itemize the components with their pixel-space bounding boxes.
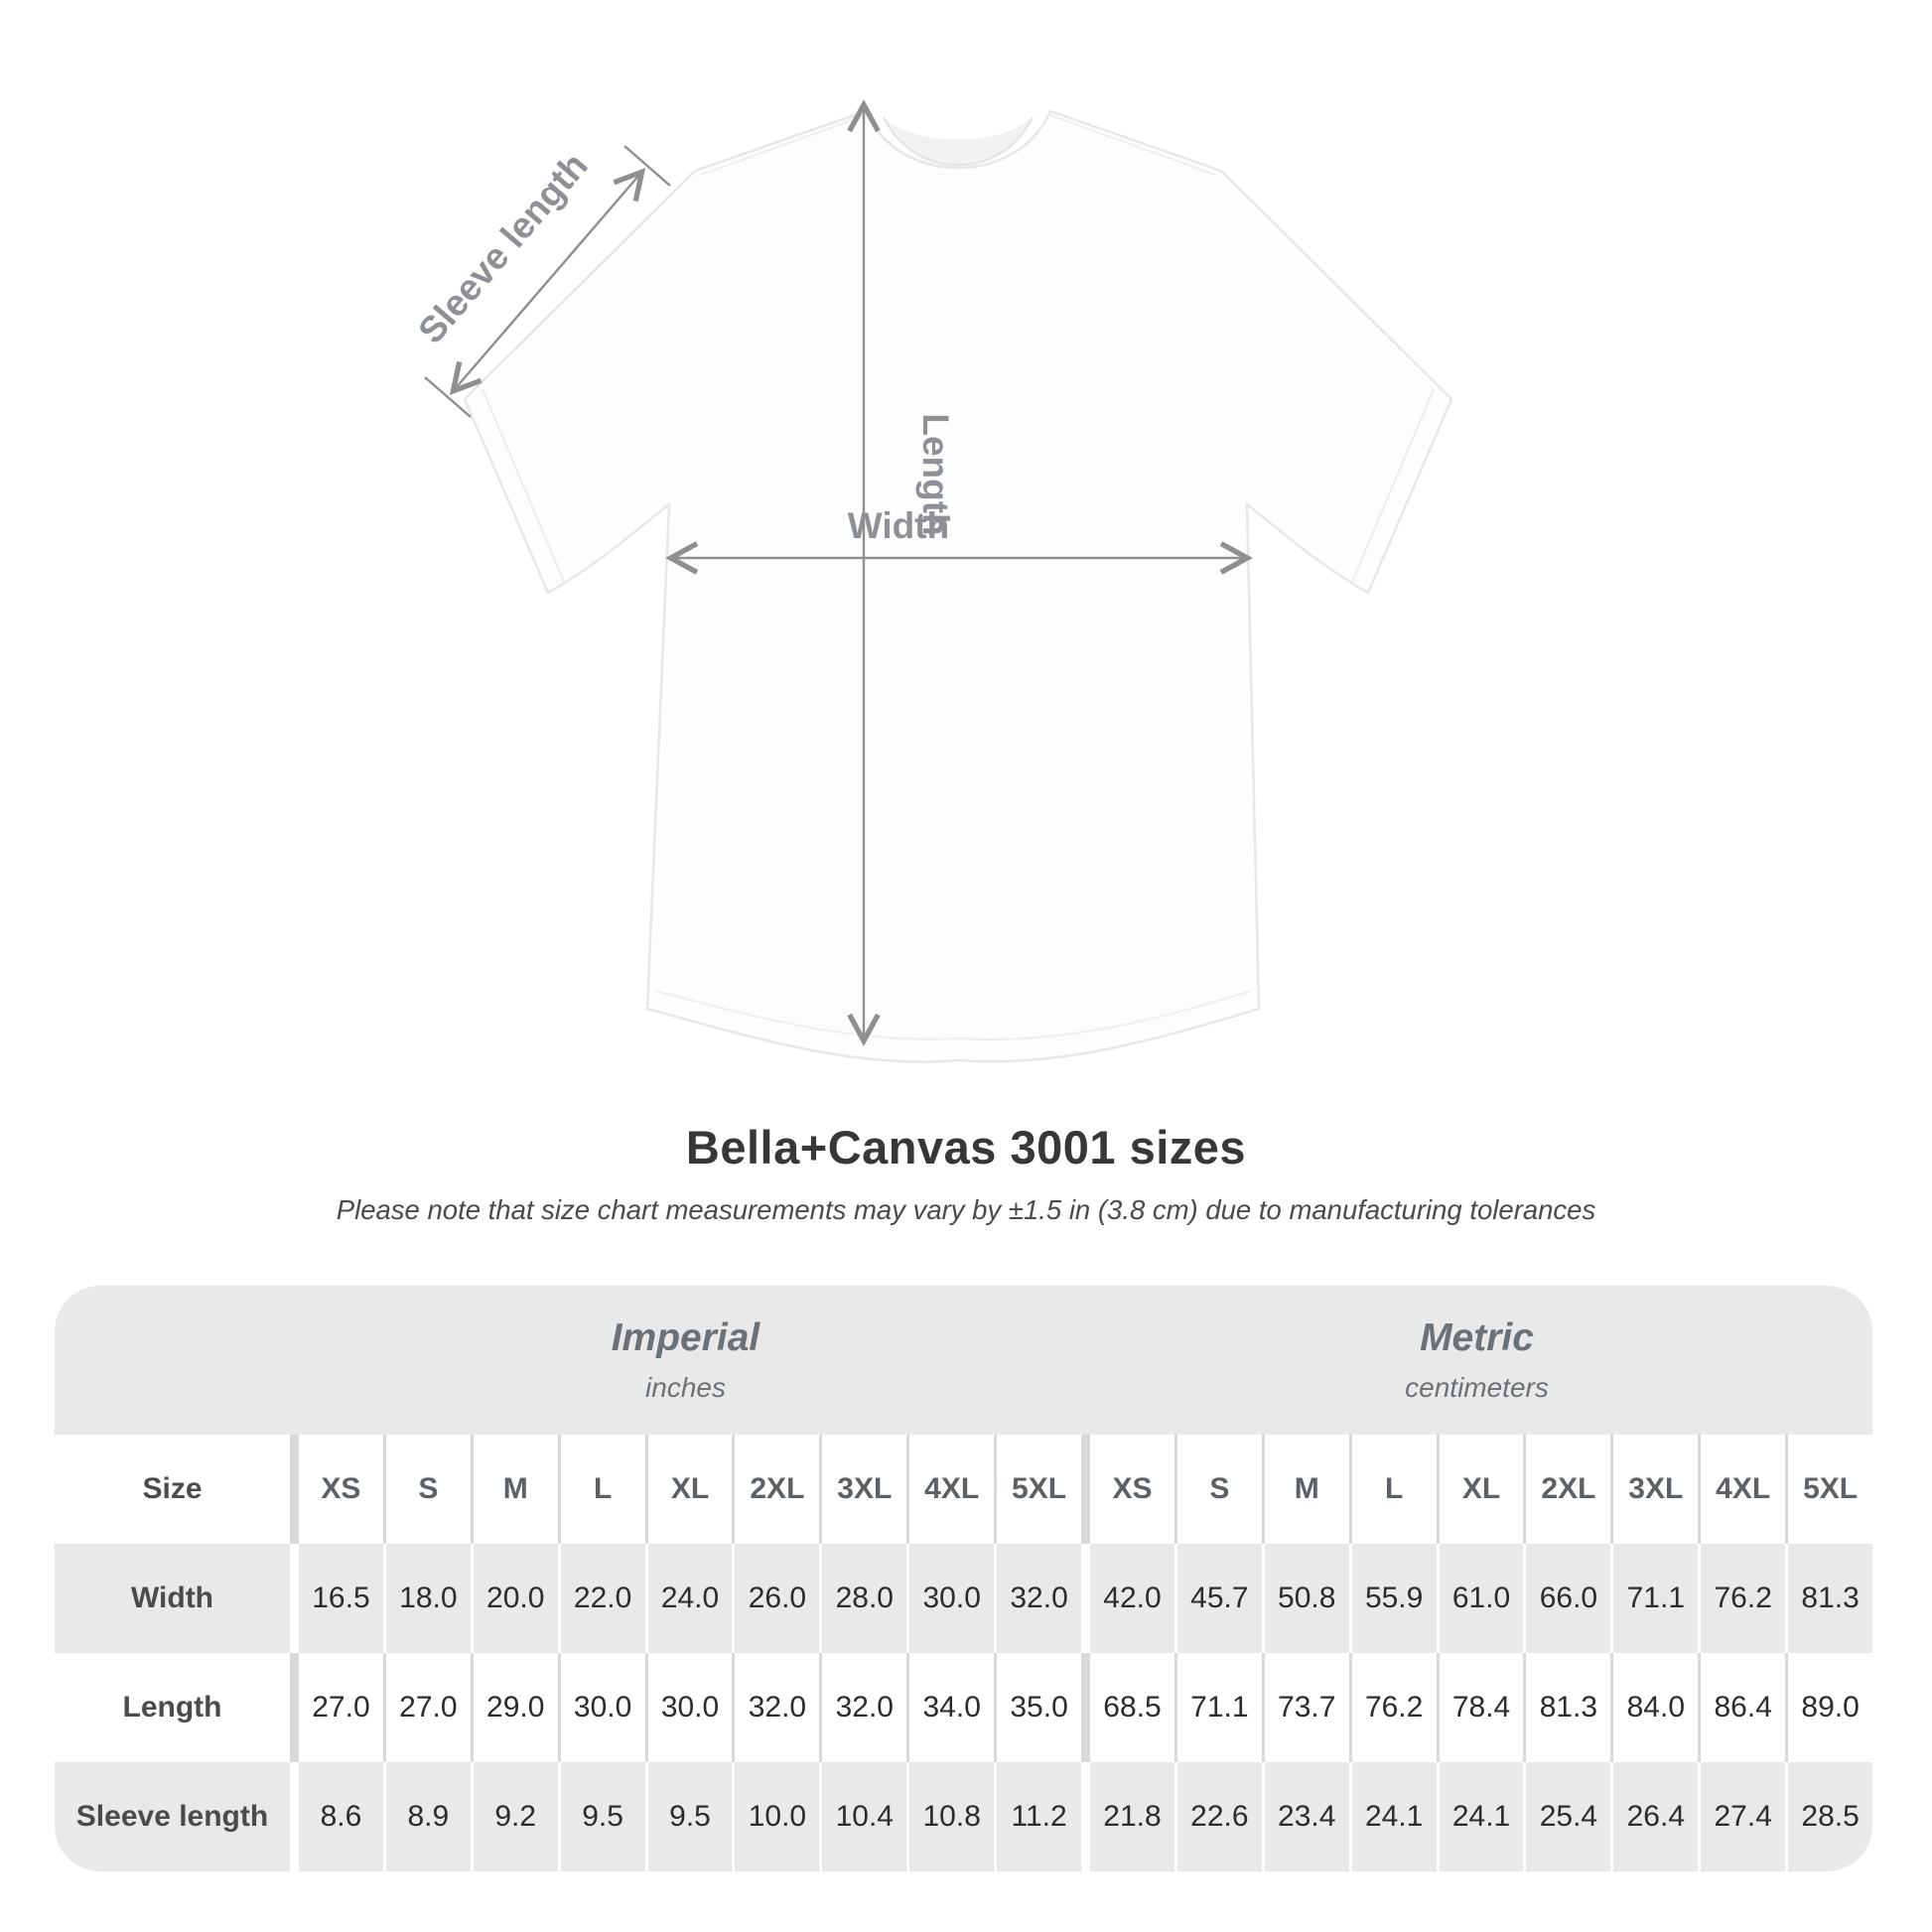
- value-cell: 27.4: [1698, 1762, 1785, 1871]
- size-col-imperial-5xl: 5XL: [994, 1435, 1081, 1544]
- value-cell: 26.0: [732, 1544, 819, 1653]
- value-cell: 20.0: [471, 1544, 558, 1653]
- value-cell: 28.0: [819, 1544, 906, 1653]
- size-col-metric-4xl: 4XL: [1698, 1435, 1785, 1544]
- value-cell: 9.2: [471, 1762, 558, 1871]
- header-label-spacer: [55, 1286, 290, 1435]
- size-col-metric-3xl: 3XL: [1610, 1435, 1698, 1544]
- measurement-row-length: [55, 1653, 1872, 1762]
- value-cell: 81.3: [1785, 1544, 1872, 1653]
- value-cell: 55.9: [1349, 1544, 1437, 1653]
- size-header-label: Size: [142, 1472, 203, 1505]
- unit-header-row: [55, 1286, 1872, 1435]
- value-cell: 25.4: [1523, 1762, 1610, 1871]
- measurement-row-width: [55, 1544, 1872, 1653]
- value-cell: 8.9: [383, 1762, 471, 1871]
- value-cell: 78.4: [1437, 1653, 1524, 1762]
- value-cell: 32.0: [732, 1653, 819, 1762]
- value-cell: 9.5: [558, 1762, 645, 1871]
- size-header-row: [55, 1435, 1872, 1544]
- value-cell: 27.0: [290, 1653, 383, 1762]
- value-cell: 21.8: [1081, 1762, 1174, 1871]
- size-col-imperial-2xl: 2XL: [732, 1435, 819, 1544]
- value-cell: 50.8: [1262, 1544, 1349, 1653]
- value-cell: 30.0: [906, 1544, 994, 1653]
- value-cell: 61.0: [1437, 1544, 1524, 1653]
- value-cell: 22.0: [558, 1544, 645, 1653]
- value-cell: 30.0: [558, 1653, 645, 1762]
- value-cell: 28.5: [1785, 1762, 1872, 1871]
- value-cell: 10.8: [906, 1762, 994, 1871]
- size-col-imperial-xl: XL: [645, 1435, 733, 1544]
- size-col-imperial-l: L: [558, 1435, 645, 1544]
- value-cell: 10.4: [819, 1762, 906, 1871]
- value-cell: 71.1: [1174, 1653, 1262, 1762]
- value-cell: 24.1: [1349, 1762, 1437, 1871]
- value-cell: 29.0: [471, 1653, 558, 1762]
- value-cell: 8.6: [290, 1762, 383, 1871]
- value-cell: 23.4: [1262, 1762, 1349, 1871]
- value-cell: 45.7: [1174, 1544, 1262, 1653]
- size-col-metric-2xl: 2XL: [1523, 1435, 1610, 1544]
- value-cell: 84.0: [1610, 1653, 1698, 1762]
- page-title: Bella+Canvas 3001 sizes: [685, 1121, 1247, 1173]
- value-cell: 24.1: [1437, 1762, 1524, 1871]
- value-cell: 30.0: [645, 1653, 733, 1762]
- value-cell: 76.2: [1698, 1544, 1785, 1653]
- value-cell: 71.1: [1610, 1544, 1698, 1653]
- value-cell: 42.0: [1081, 1544, 1174, 1653]
- sleeve-arrow-start-tick: [425, 377, 471, 417]
- size-col-imperial-4xl: 4XL: [906, 1435, 994, 1544]
- size-col-metric-s: S: [1174, 1435, 1262, 1544]
- value-cell: 86.4: [1698, 1653, 1785, 1762]
- value-cell: 66.0: [1523, 1544, 1610, 1653]
- value-cell: 9.5: [645, 1762, 733, 1871]
- metric-header: [1081, 1286, 1872, 1435]
- value-cell: 89.0: [1785, 1653, 1872, 1762]
- value-cell: 27.0: [383, 1653, 471, 1762]
- value-cell: 22.6: [1174, 1762, 1262, 1871]
- metric-unit: centimeters: [1405, 1372, 1549, 1403]
- size-table: [55, 1286, 1872, 1871]
- tshirt-graphic: [465, 111, 1451, 1062]
- length-label: Length: [915, 413, 956, 536]
- metric-title: Metric: [1420, 1316, 1534, 1359]
- value-cell: 26.4: [1610, 1762, 1698, 1871]
- value-cell: 16.5: [290, 1544, 383, 1653]
- size-col-metric-5xl: 5XL: [1785, 1435, 1872, 1544]
- sleeve-length-label: Sleeve length: [410, 145, 596, 351]
- value-cell: 32.0: [819, 1653, 906, 1762]
- size-col-metric-l: L: [1349, 1435, 1437, 1544]
- imperial-title: Imperial: [611, 1316, 760, 1359]
- row-label: Sleeve length: [75, 1800, 269, 1833]
- value-cell: 11.2: [994, 1762, 1081, 1871]
- value-cell: 68.5: [1081, 1653, 1174, 1762]
- imperial-unit: inches: [645, 1372, 726, 1403]
- measurement-row-sleeve-length: [55, 1762, 1872, 1871]
- value-cell: 32.0: [994, 1544, 1081, 1653]
- size-col-metric-xs: XS: [1081, 1435, 1174, 1544]
- size-col-metric-m: M: [1262, 1435, 1349, 1544]
- sleeve-arrow-end-tick: [624, 146, 670, 186]
- row-label: Width: [130, 1582, 214, 1614]
- value-cell: 24.0: [645, 1544, 733, 1653]
- size-col-imperial-xs: XS: [290, 1435, 383, 1544]
- width-label: Width: [847, 505, 950, 546]
- size-col-imperial-3xl: 3XL: [819, 1435, 906, 1544]
- value-cell: 35.0: [994, 1653, 1081, 1762]
- page-subtitle: Please note that size chart measurements may vary by ±1.5 in (3.8 cm) due to manufacturing tolerances: [336, 1194, 1596, 1225]
- size-col-imperial-m: M: [471, 1435, 558, 1544]
- value-cell: 34.0: [906, 1653, 994, 1762]
- value-cell: 73.7: [1262, 1653, 1349, 1762]
- imperial-header: [290, 1286, 1081, 1435]
- value-cell: 10.0: [732, 1762, 819, 1871]
- value-cell: 81.3: [1523, 1653, 1610, 1762]
- size-col-imperial-s: S: [383, 1435, 471, 1544]
- value-cell: 18.0: [383, 1544, 471, 1653]
- row-label: Length: [122, 1691, 222, 1724]
- value-cell: 76.2: [1349, 1653, 1437, 1762]
- size-col-metric-xl: XL: [1437, 1435, 1524, 1544]
